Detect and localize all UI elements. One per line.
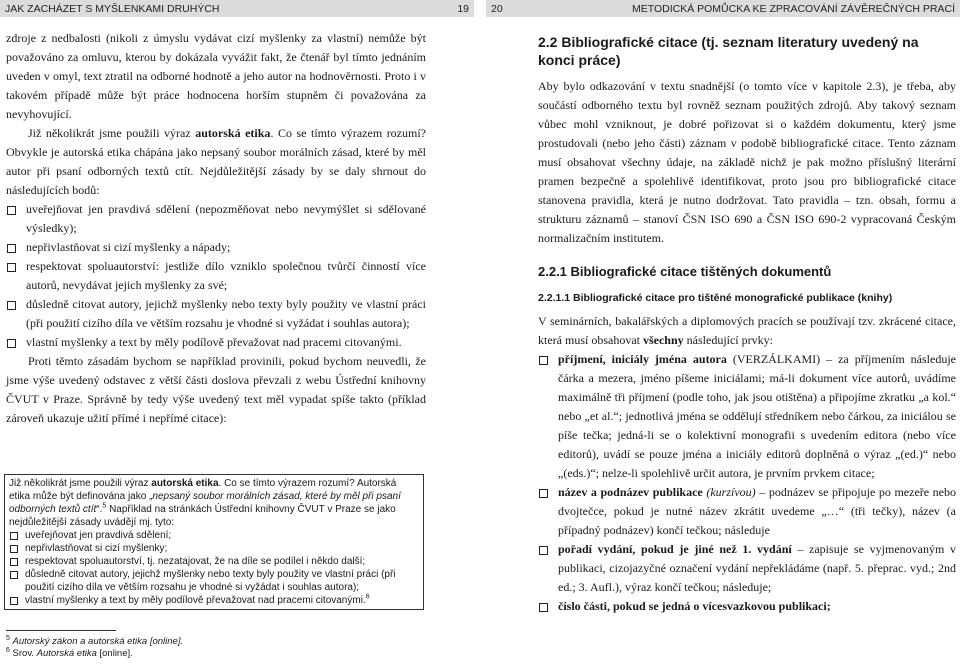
right-page-header [486, 0, 960, 17]
subsubsection-heading: 2.2.1.1 Bibliografické citace pro tištěné monografické publikace (knihy) [538, 292, 893, 304]
footnote-separator [6, 630, 116, 631]
list-item: číslo části, pokud se jedná o vícesvazkovou publikaci; [538, 597, 956, 616]
footnote: $^5$ Autorský zákon a autorská etika [online]. [6, 634, 184, 647]
list-item: vlastní myšlenky a text by měly podílově převažovat nad pracemi citovanými.$^6$ [9, 594, 419, 607]
quote-list [9, 529, 419, 607]
paragraph: zdroje z nedbalosti (nikoli z úmyslu vydávat cizí myšlenky za vlastní) nemůže být považováno za omluvu, kterou by dokázala vyvážit fakt, že čtenář byl tímto jednáním uveden v omyl, text ztratil na odborné hodnotě a jeho autor na hodnověrnosti. Proto i v takovém případě může být práce hodnocena horším stupněm či považována za nevyhovující. [6, 31, 426, 121]
principles-list [6, 200, 426, 352]
page-number: 19 [457, 2, 469, 15]
left-page [0, 0, 474, 667]
footnote-ref: 6 [365, 593, 370, 601]
section-heading: 2.2 Bibliografické citace (tj. seznam literatury uvedený na konci práce) [538, 34, 919, 68]
list-item: respektovat spoluautorství, tj. nezatajovat, že na díle se podílel i někdo další; [9, 555, 419, 568]
footnote-ref: 5 [102, 502, 107, 510]
list-item: vlastní myšlenky a text by měly podílově převažovat nad pracemi citovanými. [6, 333, 426, 352]
list-item: respektovat spoluautorství: jestliže dílo vzniklo společnou tvůrčí činností více autorů, nevydávat jejich myšlenky za své; [6, 257, 426, 295]
list-item: název a podnázev publikace (kurzívou) – podnázev se připojuje po mezeře nebo dvojtečce, pokud je nutné název zkrátit uvedeme „…“ (tři tečky), název (a případný podnázev) končí tečkou; následuje [538, 483, 956, 540]
list-item: důsledně citovat autory, jejichž myšlenky nebo texty byly použity ve vlastní práci (při použití cizího díla ve větším rozsahu je vhodné si vyžádat i souhlas autora); [9, 568, 419, 594]
paragraph: Aby bylo odkazování v textu snadnější (o tomto více v kapitole 2.3), je třeba, aby součástí odborného textu byl rovněž seznam použitých zdrojů. Aby takový seznam vůbec mohl vzniknout, je dobré pořizovat si o každém dokumentu, který jsme prostudovali (nebo jeho části) záznam v podobě bibliografické citace. Tento záznam musí obsahovat všechny údaje, na základě nichž je pak možno příslušný literární pramen bezpečně a spolehlivě identifikovat, proto jsou pro bibliografické citace stanovena pravidla, která je nutno dodržovat. Tato pravidla – tzn. obsah, formu a strukturu záznamů – stanoví ČSN ISO 690 a ČSN ISO 690-2 vypracovaná Českým normalizačním institutem. [538, 79, 956, 245]
citation-example-box [4, 474, 424, 610]
running-title: JAK ZACHÁZET S MYŠLENKAMI DRUHÝCH [5, 2, 220, 15]
paragraph: Již několikrát jsme použili výraz autorská etika. Co se tímto výrazem rozumí? Obvykle je autorská etika chápána jako nepsaný soubor morálních zásad, které by měl autor při psaní odborných textů ctít. Nejdůležitější zásady by se daly shrnout do následujících bodů: [6, 126, 427, 197]
list-item: uveřejňovat jen pravdivá sdělení; [9, 529, 419, 542]
quote-text: Již několikrát jsme použili výraz autorská etika. Co se tímto výrazem rozumí? Autorská etika může být definována jako „nepsaný soubor morálních zásad, které by měl při psaní odborných textů ctít“.$^5$ Například na stránkách Ústřední knihovny ČVUT v Praze se jako nejdůležitější zásady uvádějí mj. tyto: [9, 478, 401, 528]
paragraph: V seminárních, bakalářských a diplomových pracích se používají tzv. zkrácené citace, která musí obsahovat všechny následující prvky: [538, 314, 956, 347]
list-item: pořadí vydání, pokud je jiné než 1. vydání – zapisuje se vyjmenovaným v publikaci, cizojazyčné označení vydání nepřekládáme (např. 5. přeprac. vyd.; 2nd ed.; 3. Aufl.), výraz končí tečkou; následuje; [538, 540, 956, 597]
right-page [486, 0, 960, 667]
list-item: příjmení, iniciály jména autora (VERZÁLKAMI) – za příjmením následuje čárka a mezera, jméno píšeme iniciálami; má-li dokument více autorů, uvádíme maximálně tři příjmení (podle toho, jak jsou otištěna) a připojíme zkratku „a kol.“ nebo „et al.“; jednotlivá jména se oddělují středníkem nebo čárkou, za iniciálou se píše tečka; jedná-li se o kolektivní monografii s uvedením editora (nebo více editorů), uvádí se pouze jména a iniciály editorů doplněná o výraz „(ed.)“ nebo „(eds.)“; nelze-li spolehlivě určit autora, je prvním prvkem citace; [538, 350, 956, 483]
list-item: nepřivlastňovat si cizí myšlenky; [9, 542, 419, 555]
list-item: nepřivlastňovat si cizí myšlenky a nápady; [6, 238, 426, 257]
paragraph: Proti těmto zásadám bychom se například provinili, pokud bychom neuvedli, že jsme výše uvedený odstavec z větší části doslova převzali z webu Ústřední knihovny ČVUT v Praze. Správně by tedy výše uvedený text měl vypadat spíše takto (příklad zároveň ukazuje užití přímé i nepřímé citace): [6, 354, 426, 425]
footnotes [6, 636, 183, 660]
list-item: důsledně citovat autory, jejichž myšlenky nebo texty byly použity ve vlastní práci (při použití cizího díla ve větším rozsahu je vhodné si vyžádat i souhlas autora); [6, 295, 426, 333]
left-body-text [6, 29, 426, 428]
bold-term: autorská etika [195, 126, 271, 140]
list-item: uveřejňovat jen pravdivá sdělení (nepozměňovat nebo nevymýšlet si sdělované výsledky); [6, 200, 426, 238]
subsection-heading: 2.2.1 Bibliografické citace tištěných dokumentů [538, 264, 832, 279]
footnote: $^6$ Srov. Autorská etika [online]. [6, 646, 133, 659]
running-title: METODICKÁ POMŮCKA KE ZPRACOVÁNÍ ZÁVĚREČNÝCH PRACÍ [631, 2, 955, 15]
left-page-header [0, 0, 474, 17]
page-number: 20 [491, 2, 503, 15]
right-body-text [538, 33, 956, 616]
citation-elements-list [538, 350, 956, 616]
